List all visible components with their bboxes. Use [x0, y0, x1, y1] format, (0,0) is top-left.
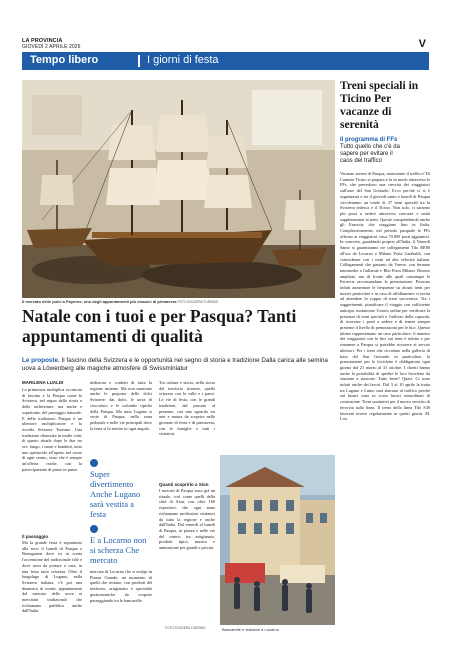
masthead [22, 38, 81, 50]
main-caption-text: Il mercato delle pulci a Payerne, uno degli appuntamenti più classici di primavera [22, 299, 177, 304]
lede [22, 357, 335, 373]
main-photo [22, 80, 335, 298]
column-2-text-b: mercato di Locarno che si svolge in Piazza Grande: un momento di quelli che restano, con prodotti del territorio, artigianato e specialità gastronomiche da scoprire passeggiando tra le bancarelle. [90, 569, 152, 603]
sidebar-subtitle: Tutto quello che c'è da sapere per evitare il caos del traffico [340, 144, 400, 164]
section-label: Tempo libero [30, 54, 99, 66]
column-3-text-b: I mercati di Pasqua sono già un rituale, così come quelli della città di Sion, con oltre 160 espositori, che ogni anno richiamano moltissimi visitatori da tutta la regione e anche dall'Italia. Dal venerdì al lunedì di Pasqua, in piazza e nelle vie del centro, tra artigianato, prodotti tipici, musica e animazione per grandi e piccini. [159, 488, 215, 551]
sidebar-box [340, 80, 430, 561]
column-2-text-a: dedizioni e confetti di tutta la regione insieme. Ma non mancano anche le proposte delle dolci Svizzere: dai dolci, le uova di cioccolato e le colombe tipiche della Pasqua. Ma tutta Lugano si veste di Pasqua, nella zona pedonale e nelle vie principali dove la festa si fa sentire in ogni angolo. [90, 380, 152, 431]
locarno-photo-caption: Bancarelle e visitatori a Locarno [222, 627, 279, 632]
locarno-photo [220, 455, 335, 625]
banner-divider [138, 55, 140, 67]
article-column-3 [159, 380, 215, 618]
column-1-text-a: La primavera moltiplica occasioni di fascino e la Pasqua come la Svizzera, nel segno della storia e delle architetture, ma anche e soprattutto del paesaggio naturale. E delle tradizioni. Pasqua è un ulteriore moltiplicatore e lo ricorda Svizzera Turismo. Una tradizione rilanciata in molte città, di questo rituale dopo le due tre ore, lungo, i suoni e bambini, tutto uno spettacolo all'aperto nel cuore di ogni centro, visto che è sempre un'offerta corale, con la partecipazione di paese in paese. [22, 387, 82, 472]
byline: MARILENA LUALDI [22, 380, 64, 385]
column-1-subhead: Il passaggio [22, 534, 49, 539]
sidebar-title: Treni speciali in Ticino Per vacanze di serenità [340, 80, 419, 131]
section-banner [22, 52, 429, 70]
main-photo-credit: FOTO SVIZZERA TURISMO [177, 300, 219, 304]
article-column-2 [90, 380, 152, 639]
lede-text: Il fascino della Svizzera e le opportunità nel segno di storia e tradizione Dalla carica alle semina uova a Löwenberg alle magiche atmosfere di Swissminiatur [22, 357, 328, 372]
pull-quote-dot-1 [90, 459, 98, 467]
page-letter: V [418, 38, 426, 50]
column-1-text-b: Ma la grande festa è soprattutto alla sera: il lunedì di Pasqua a Bremgarten dove va in scena l'accensione del tradizionale falò e dove uova da portare a casa, in una festa tutta svizzera. Oltre il lungolago di Lugano, nella Svizzera italiana, c'è poi una dinamica di eventi, appuntamenti dal mercato delle uova ai mercatini tradizionali che richiamano pubblico anche dall'Italia. [22, 540, 82, 614]
headline: Natale con i tuoi e per Pasqua? Tanti appuntamenti di qualità [22, 306, 297, 346]
sidebar-kicker: Il programma di FFs [340, 137, 398, 143]
town-square-illustration [220, 455, 335, 625]
masthead-date: GIOVEDÌ 2 APRILE 2026 [22, 44, 81, 50]
column-3-text-a: Tra cultura e storia, nella storia del territorio ticinese, quella svizzera con la valle e i paesi. Le vie di festa, con le grandi tradizioni, dal passato al presente, con uno sguardo tra arte e natura da scoprire nelle giornate di festa e di primavera, con le famiglie e tutti i visitatori. [159, 380, 215, 437]
main-photo-caption [22, 299, 335, 305]
column-3-subhead: Quanti scoprirlo a Sion [159, 482, 209, 487]
article-column-1 [22, 380, 82, 635]
pull-quote-2: E a Locarno non si scherza Che mercato [90, 535, 147, 565]
subsection-label: I giorni di festa [147, 54, 219, 66]
locarno-photo-credit: FOTO SVIZZERA TURISMO [165, 626, 206, 630]
ship-models-illustration [22, 80, 335, 298]
lede-kicker: Le proposte. [22, 357, 60, 364]
pull-quote-1: Super divertimento Anche Lugano sarà vestita a festa [90, 469, 141, 519]
sidebar-body: Vacanze serene di Pasqua, nonostante il traffico? Di Cantone Ticino si prepara e fa in modo attraverso le FFs, che prevedono una crescita dei viaggiatori sull'asse del San Gottardo. Ecco perché ci si è organizzati e tra il giovedì santo e lunedì di Pasqua circoleranno un totale di 27 treni speciali tra la Svizzera tedesca e il Ticino. Non solo, ci saranno più posti a sedere attraverso carrozze e unità supplementari ai treni. Queste comprendendo anche gli Eurocity che viaggiano fino in Italia. Complessivamente, nel periodo pasquale le FFs offrono ai viaggiatori circa 70.000 posti aggiuntivi. In concreto, guardando proprio all'Italia, il Venerdì Santo si garantiranno tre collegamenti Tilo RE80 all'ora da Locarno e Milano Porta Garibaldi, con coincidenze con i treni ad alta velocità italiani. Collegamenti che passano da Varese, con fermate intermedie a Gallarate e Rho Fiera Milano. Risorse ampliate, ma di fronte alle quali comunque le Ferrovie raccomandano la prenotazione. Possono infatti aumentare le frequenze su alcuni treni per motivi particolari e in caso di affollamento si invita ad attendere la coppia di treni successiva. Tra i suggerimenti, pianificare il viaggio con sufficiente anticipo, monitorare l'orario online per verificare la presenza di treni speciali e l'utilizzo della capacità, di riservare i posti a sedere e di tenere sempre presente il livello di prenotazioni per le bici. Questo ultime rappresentano un caso particolare: il numero dei viaggiatori con le bici sui treni è ridotto e per rimanere a Pasqua si potrebbe ricorrere ai servizi ulteriori. Per i treni che circolano nella galleria di base del San Gottardo in particolare, la prenotazione per le biciclette è obbligatoria ogni giorno dal 21 marzo al 31 ottobre. I clienti hanno anche la possibilità di spedire le loro biciclette da stazione a stazione. Tutto bene? Quasi. Ci sono infatti anche dei lavori. Dal 3 al 10 aprile la tratta tra Lugano e Luino sarà sbarrata al traffico perché sui binari sono in corso lavori straordinari di costruzione. Treni sostitutivi per il nuovo servizio di ferrovia sulla linea. Il treno della linea Tilo S30 lavorerà invece regolarmente in questi giorni. M. Loa. [340, 171, 430, 422]
pull-quote-dot-2 [90, 525, 98, 533]
masthead-name: LA PROVINCIA [22, 38, 63, 44]
